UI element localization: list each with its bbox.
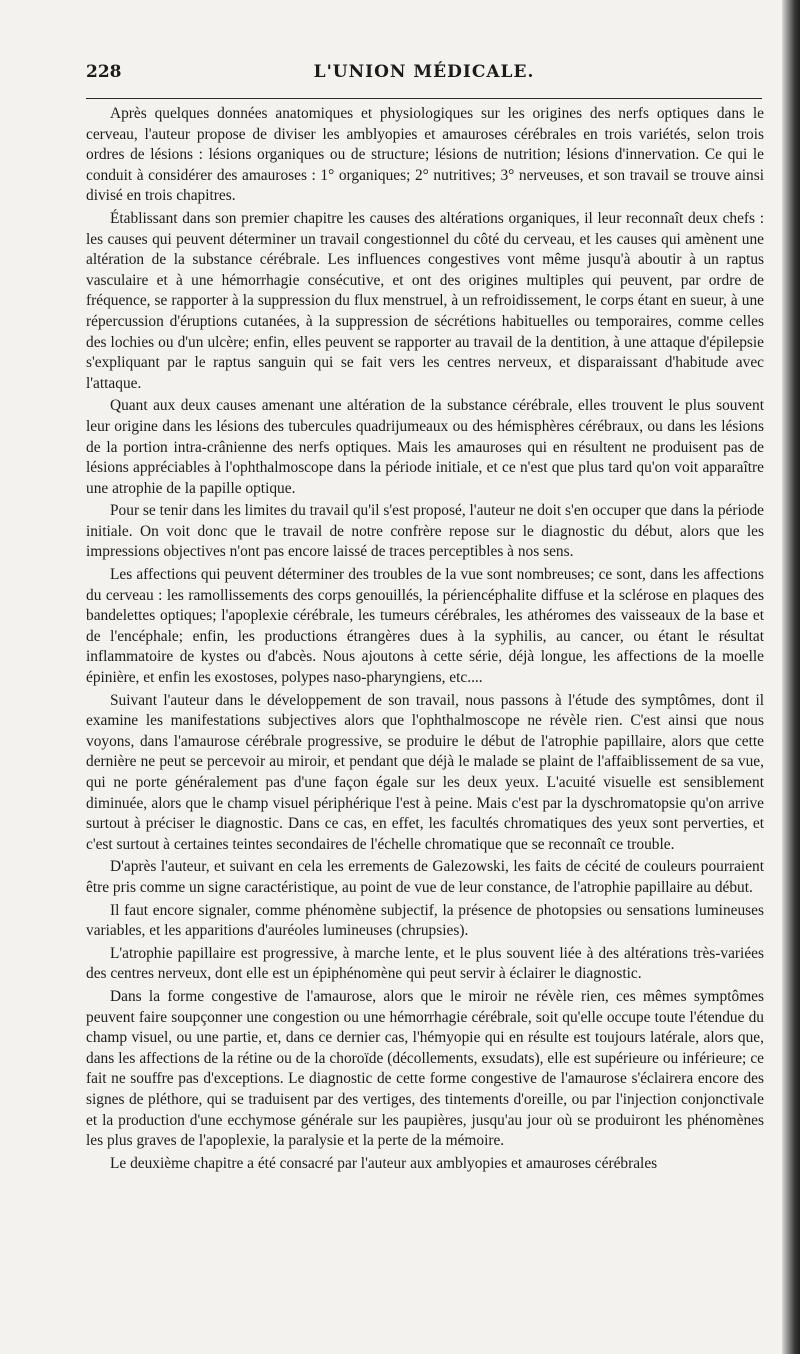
paragraph: D'après l'auteur, et suivant en cela les errements de Galezowski, les faits de cécité de couleurs pourraient être pris comme un signe caractéristique, au point de vue de leur constance, de l'atrophie papillaire au début. bbox=[86, 858, 764, 896]
paragraph: Après quelques données anatomiques et physiologiques sur les origines des nerfs optiques dans le cerveau, l'auteur propose de diviser les amblyopies et amauroses cérébrales en trois variétés, selon trois ordres de lésions : lésions organiques ou de structure; lésions de nutrition; lésions d'innervation. Ce qui le conduit à considérer des amauroses : 1° organiques; 2° nutritives; 3° nerveuses, et son travail se trouve ainsi divisé en trois chapitres. bbox=[86, 105, 764, 205]
paragraph: Dans la forme congestive de l'amaurose, alors que le miroir ne révèle rien, ces mêmes symptômes peuvent faire soupçonner une congestion ou une hémorrhagie cérébrale, soit qu'elle occupe toute l'étendue du champ visuel, ou une partie, et, dans ce dernier cas, l'hémyopie qui en résulte est toujours latérale, alors que, dans les affections de la rétine ou de la choroïde (décollements, exsudats), elle est supérieure ou inférieure; ce fait ne souffre pas d'exceptions. Le diagnostic de cette forme congestive de l'amaurose s'éclairera encore des signes de pléthore, qui se traduisent par des vertiges, des tintements d'oreille, ou par l'injection conjonctivale et la production d'une ecchymose générale sur les paupières, jusqu'au jour où se produiront les phénomènes les plus graves de l'apoplexie, la paralysie et la perte de la mémoire. bbox=[86, 987, 764, 1150]
paragraph: Il faut encore signaler, comme phénomène subjectif, la présence de photopsies ou sensations lumineuses variables, et les apparitions d'auréoles lumineuses (chrupsies). bbox=[86, 901, 764, 940]
scan-binding-edge bbox=[782, 0, 800, 1354]
paragraph: Établissant dans son premier chapitre les causes des altérations organiques, il leur reconnaît deux chefs : les causes qui peuvent déterminer un travail congestionnel du côté du cerveau, et les causes qui amènent une altération de la substance cérébrale. Les influences congestives vont même jusqu'à aboutir à un raptus vasculaire et à une hémorrhagie consécutive, et ont des origines multiples qui peuvent, par ordre de fréquence, se rapporter à la suppression du flux menstruel, à un refroidissement, le corps étant en sueur, à une répercussion d'éruptions cutanées, à la suppression de sécrétions habituelles ou temporaires, comme celles des lochies ou d'un ulcère; enfin, elles peuvent se rapporter au travail de la dentition, à une attaque d'épilepsie s'expliquant par le raptus sanguin qui se fait vers les centres nerveux, et disparaissant d'habitude avec l'attaque. bbox=[86, 209, 764, 392]
paragraph: Les affections qui peuvent déterminer des troubles de la vue sont nombreuses; ce sont, dans les affections du cerveau : les ramollissements des corps genouillés, la périencéphalite diffuse et la sclérose en plaques des bandelettes optiques; l'apoplexie cérébrale, les tumeurs cérébrales, les athéromes des vaisseaux de la base et de l'encéphale; enfin, les productions étrangères dues à la syphilis, au cancer, ou étant le résultat inflammatoire de kystes ou d'abcès. Nous ajoutons à cette série, déjà longue, les affections de la moelle épinière, et enfin les exostoses, polypes naso-pharyngiens, etc.... bbox=[86, 566, 764, 687]
paragraph: Le deuxième chapitre a été consacré par l'auteur aux amblyopies et amauroses cérébrales bbox=[110, 1154, 658, 1172]
paragraph: Pour se tenir dans les limites du travail qu'il s'est proposé, l'auteur ne doit s'en occuper que dans la période initiale. On voit donc que le travail de notre confrère repose sur le diagnostic du début, alors que les impressions objectives n'ont pas encore laissé de traces perceptibles à nos sens. bbox=[86, 502, 764, 561]
article-body bbox=[86, 104, 764, 1176]
paragraph: Suivant l'auteur dans le développement de son travail, nous passons à l'étude des symptômes, dont il examine les manifestations subjectives alors que l'ophthalmoscope ne révèle rien. C'est ainsi que nous voyons, dans l'amaurose cérébrale progressive, se produire le début de l'atrophie papillaire, alors que cette dernière ne peut se percevoir au miroir, et pendant que déjà le malade se plaint de l'affaiblissement de sa vue, qui ne porte généralement pas d'une façon égale sur les deux yeux. L'acuité visuelle est sensiblement diminuée, alors que le champ visuel périphérique l'est à peine. Mais c'est par la dyschromatopsie qu'on arrive surtout à préciser le diagnostic. Dans ce cas, en effet, les facultés chromatiques des yeux sont perverties, et c'est surtout à certaines teintes secondaires de l'échelle chromatique que se reconnaît ce trouble. bbox=[86, 691, 764, 853]
paragraph: Quant aux deux causes amenant une altération de la substance cérébrale, elles trouvent le plus souvent leur origine dans les lésions des tubercules quadrijumeaux ou des hémisphères cérébraux, ou dans les lésions de la portion intra-crânienne des nerfs optiques. Mais les amauroses qui en résultent ne produisent pas de lésions appréciables à l'ophthalmoscope dans la période initiale, et ce n'est que plus tard qu'on voit apparaître une atrophie de la papille optique. bbox=[86, 397, 764, 497]
page-header bbox=[86, 62, 762, 88]
running-title: L'UNION MÉDICALE. bbox=[313, 62, 535, 82]
page-number: 228 bbox=[86, 62, 122, 82]
header-rule bbox=[86, 98, 762, 99]
paragraph: L'atrophie papillaire est progressive, à marche lente, et le plus souvent liée à des altérations très-variées des centres nerveux, dont elle est un épiphénomène qui peut servir à éclairer le diagnostic. bbox=[86, 944, 764, 983]
